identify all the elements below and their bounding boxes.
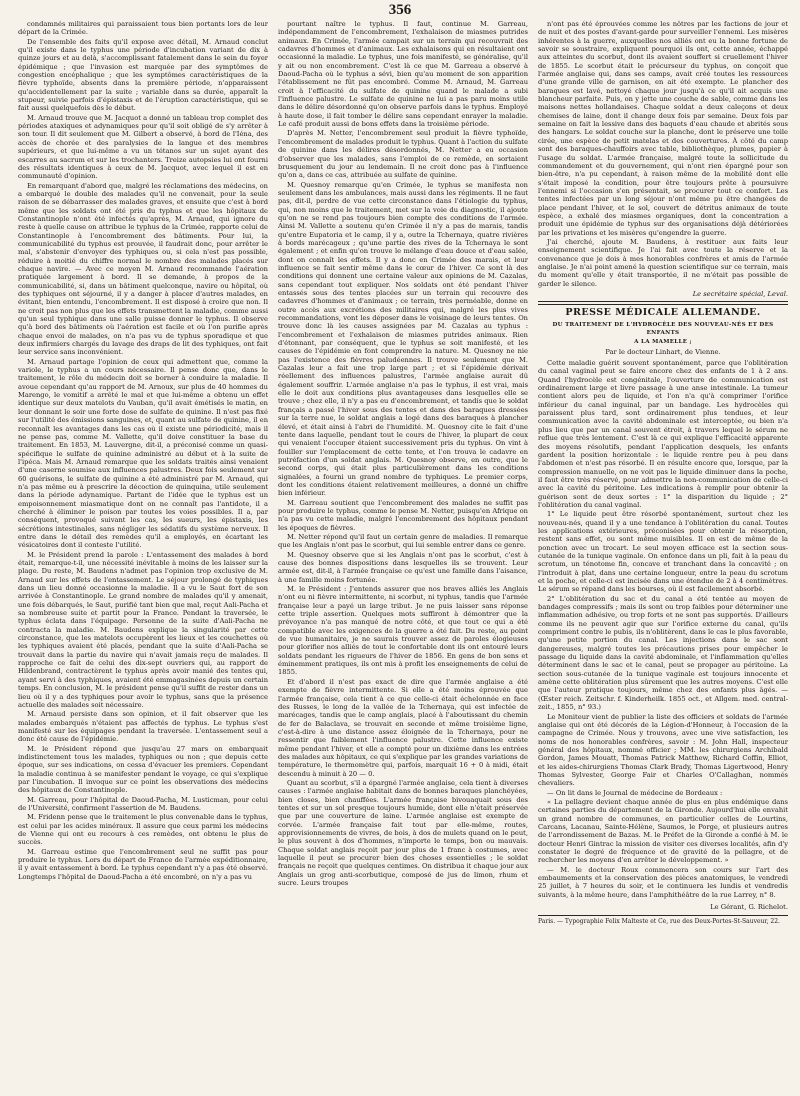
- paragraph: M. Arnaud partage l'opinion de ceux qui admettent que, comme la variole, le typhus a un cours nécessaire. Il pense donc que, dans le traitement, le rôle du médecin doit se borner à conduire la maladie. Il avoue cependant qu'au rapport de M. Arnoux, sur plus de 40 hommes du Marengo, le vomitif a arrêté le mal et que lui-même a obtenu un effet identique sur deux matelots du Vauban, qu'il avait émétisés le matin, en leur donnant le soir une forte dose de sulfate de quinine. Il n'est pas fixé sur l'utilité des émissions sanguines, et, quant au sulfate de quinine, il en reconnaît les avantages dans les cas où il existe une périodicité, mais il ne pense pas, comme M. Vallette, qu'il doive constituer la base du traitement. En 1853, M. Lauvergne, dit-il, a préconisé comme un quasi-spécifique le sulfate de quinine administré au début et à la suite de l'ipéca. Mais M. Arnaud remarque que les soldats traités ainsi venaient d'une caserne soumise aux influences palustres. Deux fois seulement sur 60 guérisons, le sulfate de quinine a été administré par M. Arnaud, qui n'a pas même eu à prescrire la décoction de quinquina, utile seulement dans la période adynamique. Partant de l'idée que le typhus est un empoisonnement miasmatique dont on ne connaît pas l'antidote, il a cherché à éliminer le poison par toutes les voies possibles. Il a, par conséquent, provoqué suivant les cas, les sueurs, les épistaxis, les sécrétions intestinales, sans négliger les sédatifs du système nerveux. Il entre dans le détail des remèdes qu'il a employés, en écartant les vésicatoires dont il conteste l'utilité.: [18, 357, 268, 550]
- paragraph: pourtant naître le typhus. Il faut, continue M. Garreau, indépendamment de l'encombrement, l'exhalaison de miasmes putrides animaux. En Crimée, l'armée campait sur un terrain qui recouvrait des cadavres d'hommes et d'animaux. Les exhalaisons qui en résultaient ont occasionné la maladie. Le typhus, une fois manifesté, se généralise, qu'il y ait ou non encombrement. C'est là ce que M. Garreau a observé à Daoud-Pacha où le typhus a sévi, bien qu'au moment de son apparition l'établissement ne fût pas encombré. Comme M. Arnaud, M. Garreau croit à l'efficacité du sulfate de quinine quand le malade a subi l'influence palustre. Le sulfate de quinine ne lui a pas paru moins utile dans le délire désordonné qu'on observe parfois dans le typhus. Employé à haute dose, il fait tomber le délire sans cependant enrayer la maladie. Le café produit aussi de bons effets dans la troisième période.: [278, 20, 528, 129]
- paragraph: M. Garreau estime que l'encombrement seul ne suffit pas pour produire le typhus. Lors du départ de France de l'armée expéditionnaire, il y avait entassement à bord. Le typhus cependant n'y a pas été observé. Longtemps l'hôpital de Daoud-Pacha a été encombré, on n'y a pas vu: [18, 847, 268, 881]
- paragraph: En remarquant d'abord que, malgré les réclamations des médecins, on a embarqué le double des malades qu'il ne convenait, pour la seule raison de se débarrasser des malades graves, et ensuite que c'est à bord même que les soldats ont été pris du typhus et que les hôpitaux de Constantinople n'ont été infectés qu'après, M. Arnaud, qui ignore du reste à quelle cause on attribue le typhus de la Crimée, rapporte celui de Constantinople à l'encombrement des bâtiments. Pour lui, la communicabilité du typhus est prouvée, il faudrait donc, pour arrêter le mal, s'abstenir d'envoyer des typhiques ou, si cela n'est pas possible, réduire à moitié du chiffre normal le nombre des malades placés sur chaque navire. — Avec ce moyen M. Arnaud recommande l'aération pratiquée largement à bord. Il se demande, à propos de la communicabilité, si, dans un bâtiment quelconque, navire ou hôpital, où des typhiques ont séjourné, il y a danger à placer d'autres malades, en évitant, bien entendu, l'encombrement. Il est disposé à croire que non. Il ne croit pas non plus que les effets transmettent la maladie, comme aussi qu'un seul typhique dans une salle puisse donner le typhus. Il observe qu'à bord des bâtiments où l'aération est facile et où l'on purifie après chaque envoi de malades, on n'a pas vu de typhus sporadique et que deux infirmiers chargés du lavage des draps de lit des typhiques, ont fait leur service sans inconvénient.: [18, 181, 268, 357]
- paragraph: M. Arnaud persiste dans son opinion, et il fait observer que les malades embarqués n'étaient pas affectés de typhus. Le typhus s'est manifesté sur les équipages pendant la traversée. L'entassement seul a donc été cause de l'épidémie.: [18, 710, 268, 744]
- paragraph: M. Garreau, pour l'hôpital de Daoud-Pacha, M. Lusticman, pour celui de l'Université, confirment l'assertion de M. Baudens.: [18, 795, 268, 812]
- article-body: [538, 359, 788, 899]
- report-continuation: [538, 20, 788, 288]
- paragraph: M. Arnaud trouve que M. Jacquot a donné un tableau trop complet des périodes ataxiques et adynamiques pour qu'il soit obligé de s'y arrêter à son tour. Il dit seulement que M. Gilbert a observé, à bord de l'Iéna, des accès de chorée et des paralysies de la langue et des membres supérieurs, et que lui-même a vu un tétanos sur un sujet ayant des escarres au sacrum et sur les trochanters. Treize autopsies lui ont fourni des résultats identiques à ceux de M. Jacquot, avec lequel il est en communauté d'opinion.: [18, 113, 268, 181]
- paragraph: — On lit dans le Journal de médecine de Bordeaux :: [547, 788, 723, 797]
- paragraph: n'ont pas été éprouvées comme les nôtres par les factions de jour et de nuit et des postes d'avant-garde pour surveiller l'ennemi. Les misères inhérentes à la guerre, auxquelles nos alliés ont eu la bonne fortune de savoir se soustraire, expliquent pourquoi ils ont, cette année, échappé aux atteintes du scorbut, dont ils avaient souffert si cruellement l'hiver de 1855. Le scorbut était le précurseur du typhus, on conçoit que l'armée anglaise qui, dans ses camps, avait créé toutes les ressources d'une grande ville de garnison, en ait été exempte. Le plancher des baraques est lavé, nettoyé chaque jour jusqu'à ce qu'il ait acquis une blancheur parfaite. Puis, on y jette une couche de sable, comme dans les maisons nettes hollandaises. Chaque soldat a deux caleçons et deux chemises de laine, dont il change deux fois par semaine. Deux fois par semaine on fait la lessive dans des baquets d'eau chaude et abrités sous des hangars. Le soldat couche sur la planche, dont le préserve une toile cirée, une espèce de petit matelas et des couvertures. À côté du camp sont des baraques-chauffoirs avec table, bibliothèque, plumes, papier à l'usage du soldat. L'armée française, malgré toute la sollicitude du commandement et du gouvernement, qui n'ont rien épargné pour son bien-être, n'a pu cependant, à raison même de la mobilité dont elle s'était imposé la condition, pour être toujours prête à poursuivre l'ennemi si l'occasion s'en présentait, se procurer tout ce confort. Les tentes infectées par un long séjour n'ont même pu être changées de place pendant l'hiver, et le sol, couvert de détritus animaux de toute espèce, a exhalé des miasmes organiques, dont la concentration a produit une épidémie de typhus sur des organisations déjà détériorées par les privations et les misères qu'engendre la guerre.: [538, 20, 788, 237]
- paragraph: M. le Président : J'entends assurer que nos braves alliés les Anglais n'ont eu ni fièvre intermittente, ni scorbut, ni typhus, tandis que l'armée française leur a payé un large tribut. Je ne puis laisser sans réponse cette triple assertion. Quelques mots suffiront à démontrer que la prévoyance n'a pas manqué de notre côté, et que tout ce qui a été compatible avec les exigences de la guerre a été fait. Du reste, au point de vue humanitaire, je ne saurais trouver assez de paroles élogieuses pour glorifier nos alliés de tout le confortable dont ils ont entouré leurs soldats pendant les rigueurs de l'hiver de 1856. En gens de bon sens et éminemment pratiques, ils ont mis à profit les enseignements de celui de 1855.: [278, 585, 528, 677]
- paragraph: M. le Président prend la parole : L'entassement des malades à bord était, remarque-t-il, une nécessité inévitable à moins de les laisser sur la plage. Du reste, M. Baudens n'admet pas l'opinion trop exclusive de M. Arnaud sur les effets de l'entassement. Le séjour prolongé de typhiques dans un lieu donné occasionne la maladie. Il a vu le Saut fort de son arrivée à Constantinople. Le grand nombre de malades qu'il y amenait, une fois débarqués, le Saut, purifié tant bien que mal, reçut Aali-Pacha et sa nombreuse suite et partit pour la France. Pendant la traversée, le typhus éclata dans l'équipage. Personne de la suite d'Aali-Pacha ne contracta la maladie. M. Baudens explique la singularité par cette circonstance, que les matelots occupèrent les lieux et les couchettes où les typhiques avaient été placés, pendant que la suite d'Aali-Pacha se trouvait dans la partie du navire qui n'avait jamais reçu de malades. Il rapproche ce fait de celui des dix-sept ouvriers qui, au rapport de Hildenbrand, contractèrent le typhus après avoir manié des tentes qui, ayant servi à des typhiques, avaient été emmagasinées depuis un certain temps. En conclusion, M. le président pense qu'il suffit de rester dans un lieu où il y a des typhiques pour avoir le typhus, sans que la présence actuelle des malades soit nécessaire.: [18, 550, 268, 709]
- article-title-line-2: A LA MAMELLE ;: [634, 339, 692, 346]
- paragraph: Et d'abord il n'est pas exact de dire que l'armée anglaise a été exempte de fièvre intermittente. Si elle a été moins éprouvée que l'armée française, cela tient à ce que celle-ci était échelonnée en face des Russes, le long de la vallée de la Tchernaya, qui est infectée de marécages, tandis que le camp anglais, placé à l'aboutissant du chemin de fer de Balaclava, se trouvait en seconde et même troisième ligne, c'est-à-dire à une distance assez éloignée de la Tchernaya, pour ne ressentir que faiblement l'influence palustre. Cette influence existe même pendant l'hiver, et elle a compté pour un dixième dans les entrées des malades aux hôpitaux, ce qui s'explique par les grandes variations de température, le thermomètre qui, parfois, marquait 16 + 0 à midi, était descendu à minuit à 20 — 0.: [278, 677, 528, 778]
- paragraph: M. Fridenn pense que le traitement le plus convenable dans le typhus, est celui par les acides minéraux. Il assure que ceux parmi les médecins de Vienne qui ont eu recours à ces remèdes, ont obtenu le plus de succès.: [18, 813, 268, 847]
- section-divider-thin: [538, 304, 788, 305]
- column-right: [538, 20, 788, 1078]
- paragraph: « La pellagre devient chaque année de plus en plus endémique dans certaines parties du département de la Gironde. Aujourd'hui elle envahit un grand nombre de communes, en particulier celles de Lourtins, Carcans, Lacanau, Sainte-Hélène, Saumos, le Porge, et plusieurs autres de l'arrondissement de Bazas. M. le Préfet de la Gironde a confié à M. le docteur Henri Gintrac la mission de visiter ces diverses localités, afin d'y constater le degré de fréquence et de gravité de la pellagre, et de rechercher les moyens d'en arrêter le développement. »: [538, 797, 788, 865]
- printer-imprint: Paris. — Typographie Felix Malteste et Ce, rue des Deux-Portes-St-Sauveur, 22.: [538, 915, 788, 926]
- paragraph: D'après M. Netter, l'encombrement seul produit la fièvre typhoïde, l'encombrement de malades produit le typhus. Quant à l'action du sulfate de quinine dans les délires désordonnés, M. Netter a eu occasion d'observer que les malades, sans l'emploi de ce remède, en sortaient brusquement du jour au lendemain. Il ne croit donc pas à l'influence qu'on a, dans ce cas, attribuée au sulfate de quinine.: [278, 129, 528, 180]
- paragraph: M. Garreau soutient que l'encombrement des malades ne suffit pas pour produire le typhus, comme le pense M. Netter, puisqu'en Afrique on n'a pas vu cette maladie, malgré l'encombrement des hôpitaux pendant les époques de fièvres.: [278, 498, 528, 532]
- secretary-signature: Le secrétaire spécial, Leval.: [692, 290, 788, 298]
- paragraph: M. le Président répond que jusqu'au 27 mars on embarquait indistinctement tous les malades, typhiques ou non ; que depuis cette époque, sur ses indications, on cessa d'évacuer les premiers. Cependant la maladie continua à se manifester pendant le voyage, ce qui s'explique par l'incubation. Il invoque sur ce point les observations des médecins des hôpitaux de Constantinople.: [18, 744, 268, 795]
- section-divider: [538, 301, 788, 302]
- paragraph: 1° Le liquide peut être résorbé spontanément, surtout chez les nouveau-nés, quand il y a une tendance à l'oblitération du canal. Toutes les applications extérieures, préconisées pour obtenir la résorption, restent sans effet, ou sont même nuisibles. Il en est de même de la ponction avec un trocart. Le seul moyen efficace est la section sous-cutanée de la tunique vaginale. On enfonce dans un pli, fait à la peau du scrotum, un ténotome fin, concave et tranchant dans la concavité ; on l'introduit à plat, dans une certaine longueur, entre la peau du scrotum et la poche, et celle-ci est incisée dans une étendue de 2 à 4 centimètres. Le sérum se répand dans les bourses, où il est facilement absorbé.: [538, 510, 788, 594]
- article-author: Par le docteur Linhart, de Vienne.: [605, 347, 721, 356]
- paragraph: M. Quesnoy remarque qu'en Crimée, le typhus se manifesta non seulement dans les ambulances, mais aussi dans les régiments. Il ne faut pas, dit-il, perdre de vue cette circonstance dans l'étiologie du typhus, qui, non moins que le traitement, met sur la voie du diagnostic, il ajoute qu'on ne se rend pas toujours bien compte des conditions de l'armée. Ainsi M. Vallette a soutenu qu'en Crimée il n'y a pas de marais, tandis qu'entre Eupatoria et le camp, il y a, outre la Tchernaya, quatre rivières à bords marécageux ; qu'une partie des rives de la Tchernaya le sont également ; et enfin qu'on trouve le mélange d'eau douce et d'eau salée, dont on connaît les effets. Il y a donc en Crimée des marais, et leur influence se fait sentir même dans le cœur de l'hiver. Ce sont là des conditions qui donnent une certaine valeur aux opinions de M. Cazalas, sans cependant tout expliquer. Nos soldats ont été pendant l'hiver entassés sous des tentes placées sur un terrain qui recouvre des cadavres d'hommes et d'animaux ; ce terrain, très perméable, donne en outre accès aux excrétions des militaires qui, malgré les plus vives recommandations, vont les déposer dans le voisinage de leurs tentes. On trouve donc là les causes assignées par M. Cazalas au typhus : l'encombrement et l'exhalaison de miasmes putrides animaux. Rien d'étonnant, par conséquent, que le typhus se soit manifesté, et les causes de l'épidémie en font comprendre la nature. M. Quesnoy ne nie pas l'existence des fièvres paludéennes. Il trouve seulement que M. Cazalas leur a fait une trop large part ; et si l'épidémie dérivait réellement des influences palustres, l'armée anglaise aurait dû également souffrir. L'armée anglaise n'a pas le typhus, il est vrai, mais elle le doit aux conditions plus avantageuses dans lesquelles elle se trouve ; chez elle, il n'y a pas eu d'encombrement, et tandis que le soldat français a passé l'hiver sous des tentes et dans des baraques dressées sur la terre nue, le soldat anglais a logé dans des baraques à plancher élevé, et était ainsi à l'abri de l'humidité. M. Quesnoy cite le fait d'une tente dans laquelle, pendant tout le cours de l'hiver, la plupart de ceux qui venaient l'occuper étaient successivement pris du typhus. On vint à fouiller sur l'emplacement de cette tente, et l'on trouva le cadavre en putréfaction d'un soldat anglais. M. Quesnoy observe, en outre, que le second corps, qui était plus particulièrement dans les conditions signalées, a fourni un grand nombre de typhiques. Le premier corps, dont les conditions étaient relativement meilleures, a donné un chiffre bien inférieur.: [278, 180, 528, 498]
- paragraph: De l'ensemble des faits qu'il expose avec détail, M. Arnaud conclut qu'il existe dans le typhus une période d'incubation variant de dix à quinze jours et au delà, s'accomplissant fatalement dans le sein du foyer épidémique ; que l'invasion est marquée par des symptômes de congestion encéphalique ; que les symptômes caractéristiques de la fièvre typhoïde, absents dans la première période, n'apparaissent qu'accidentellement par la suite ; variable dans sa durée, apparaît la stupeur, suivie parfois d'épistaxis et de l'éruption caractéristique, qui se fait aussi quelquefois dès le début.: [18, 37, 268, 113]
- paragraph: M. Netter répond qu'il faut un certain genre de maladies. Il remarque que les Anglais n'ont pas le scorbut, qui lui semble entrer dans ce genre.: [278, 532, 528, 550]
- paragraph: condamnés militaires qui paraissaient tous bien portants lors de leur départ de la Crimée.: [18, 20, 268, 37]
- paragraph: 2° L'oblitération du sac et du canal a été tentée au moyen de bandages compressifs ; mais ils sont ou trop faibles pour déterminer une inflammation adhésive, ou trop forts et ne sont pas supportés. D'ailleurs comme ils ne peuvent agir que sur l'orifice externe du canal, qu'ils compriment contre le pubis, ils n'oblitèrent, dans le cas le plus favorable, qu'une petite portion du canal. Les injections dans le sac sont dangereuses, malgré toutes les précautions prises pour empêcher le passage du liquide dans la cavité abdominale, et l'inflammation qu'elles déterminent dans le sac et le canal, peut se propager au péritoine. La section sous-cutanée de la tunique vaginale est toujours innocente et amène cette oblitération plus sûrement que les autres moyens. C'est elle que l'auteur pratique toujours, même chez des enfants plus âgés. —(Œster reich. Zeitschr. f. Kinderheilk. 1855 oct., et Allgem. med. central-zeit., 1855, n° 93.): [538, 594, 788, 712]
- paragraph: — M. le docteur Roux commencera son cours sur l'art des embaumements et la conservation des pièces anatomiques, le vendredi 25 juillet, à 7 heures du soir, et le continuera les lundis et vendredis suivants, à la même heure, dans l'amphithéâtre de la rue Larrey, n° 8.: [538, 865, 788, 899]
- section-title: PRESSE MÉDICALE ALLEMANDE.: [565, 307, 761, 319]
- column-left: [18, 20, 268, 1078]
- article-title-line-1: DU TRAITEMENT DE L'HYDROCÈLE DES NOUVEAU-NÉS ET DES ENFANTS: [552, 321, 774, 337]
- gerant-signature: Le Gérant, G. Richelot.: [710, 903, 788, 912]
- paragraph: Quant au scorbut, s'il a épargné l'armée anglaise, cela tient à diverses causes : l'armée anglaise habitait dans de bonnes baraques planchéyées, bien closes, bien chauffées. L'armée française bivouaquait sous des tentes et sur un sol presque toujours humide, dont elle n'était préservée que par une couverture de laine. L'armée anglaise est exempte de corvée. L'armée française fait tout par elle-même, routes, approvisionnements de vivres, de bois, à dos de mulets quand on le peut, le plus souvent à dos d'hommes, n'importe le temps, bon ou mauvais. Chaque soldat anglais reçoit par jour plus de 1 franc à costumes, avec laquelle il peut se procurer bien des choses essentielles ; le soldat français ne reçoit que quelques centimes. On distribua it chaque jour aux Anglais un grog anti-scorbutique, composé de jus de limon, rhum et sucre. Leurs troupes: [278, 778, 528, 888]
- page-number: 356: [388, 2, 412, 18]
- paragraph: Le Moniteur vient de publier la liste des officiers et soldats de l'armée anglaise qui ont été décorés de la Légion-d'Honneur, à l'occasion de la campagne de Crimée. Nous y trouvons, avec une vive satisfaction, les noms de nos honorables confrères, savoir : M. John Hall, inspecteur général des hôpitaux, nommé officier ; MM. les chirurgiens Archibald Gordon, James Mouatt, Thomas Patrick Matthew, Richard Coffin, Elliot, et les aides-chirurgiens Thomas Clark Brady, Thomas Ligertwood, Henry Thomas Sylvester, George Fair et Charles O'Callaghan, nommés chevaliers.: [538, 712, 788, 788]
- columns: [18, 20, 788, 1078]
- column-middle: [278, 20, 528, 1078]
- paragraph: Cette maladie guérit souvent spontanément, parce que l'oblitération du canal vaginal peut se faire encore chez des enfants de 1 à 2 ans. Quand l'hydrocèle est congénitale, l'ouverture de communication est ordinairement large et livre passage à une anse intestinale. La tumeur contient alors peu de liquide, et l'on n'a qu'à comprimer l'orifice inférieur du canal inguinal, par un bandage. Les hydrocèles qui paraissent plus tard, sont ordinairement plus tendues, et leur communication avec la cavité abdominale est interceptée, ou bien n'a plus lieu que par un canal souvent étroit, à travers lequel le sérum ne reflue que très lentement. C'est là ce qui explique l'efficacité apparente des moyens résolutifs, pendant l'application desquels, les enfants gardent la position horizontale : le liquide rentre peu à peu dans l'abdomen et n'est pas résorbé. Il en résulte encore que, lorsque, par la compression manuelle, on ne voit pas le liquide diminuer dans la poche, il faut être très réservé, pour admettre la non-communication de celle-ci avec la cavité du péritoine. Les indications à remplir pour obtenir la guérison sont de deux sortes : 1° la disparition du liquide ; 2° l'oblitération du canal vaginal.: [538, 359, 788, 509]
- paragraph: J'ai cherché, ajoute M. Baudens, à restituer aux faits leur enseignement scientifique. Je l'ai fait avec toute la réserve et la convenance que je dois à mes honorables confrères et amis de l'armée anglaise. Je n'ai point amené la question scientifique sur ce terrain, mais du moment qu'elle y était transportée, il ne m'était pas possible de garder le silence.: [538, 237, 788, 288]
- paragraph: M. Quesnoy observe que si les Anglais n'ont pas le scorbut, c'est à cause des bonnes dispositions dans lesquelles ils se trouvent. Leur armée est, dit-il, à l'armée française ce qu'est une famille dans l'aisance, à une famille moins fortunée.: [278, 550, 528, 584]
